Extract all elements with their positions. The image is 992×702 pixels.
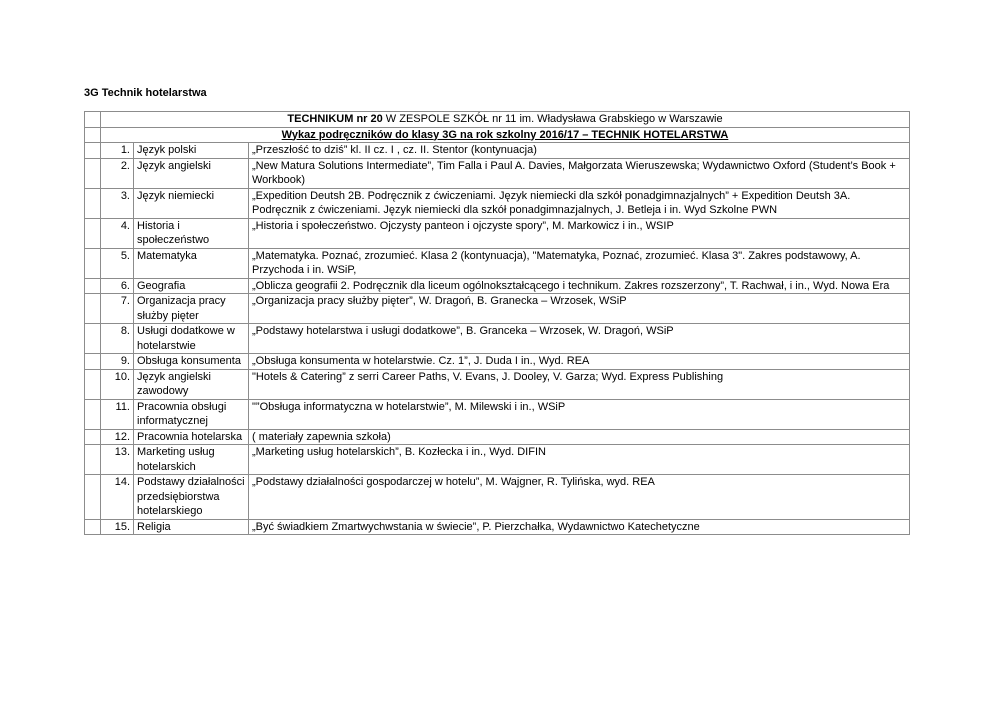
row-number: 4. (101, 218, 134, 248)
table-row (85, 188, 910, 218)
row-spacer-cell (85, 188, 101, 218)
row-spacer-cell (85, 354, 101, 370)
row-number: 5. (101, 248, 134, 278)
row-spacer-cell (85, 294, 101, 324)
page-heading: 3G Technik hotelarstwa (84, 87, 207, 99)
row-textbook: „Oblicza geografii 2. Podręcznik dla liceum ogólnokształcącego i technikum. Zakres rozszerzony”, T. Rachwał, i in., Wyd. Nowa Era (249, 278, 910, 294)
row-textbook: „Matematyka. Poznać, zrozumieć. Klasa 2 (kontynuacja), "Matematyka, Poznać, zrozumieć. Klasa 3". Zakres podstawowy, A. Przychoda i in. WSiP, (249, 248, 910, 278)
row-textbook: „Historia i społeczeństwo. Ojczysty panteon i ojczyste spory”, M. Markowicz i in., WSIP (249, 218, 910, 248)
row-subject: Język niemiecki (134, 188, 249, 218)
header-spacer-cell (85, 127, 101, 143)
school-name-rest: W ZESPOLE SZKÓŁ nr 11 im. Władysława Grabskiego w Warszawie (382, 113, 723, 125)
table-row (85, 324, 910, 354)
row-spacer-cell (85, 218, 101, 248)
row-subject: Język angielski zawodowy (134, 369, 249, 399)
row-subject: Matematyka (134, 248, 249, 278)
row-number: 8. (101, 324, 134, 354)
row-textbook: „New Matura Solutions Intermediate”, Tim Falla i Paul A. Davies, Małgorzata Wieruszewska; Wydawnictwo Oxford (Student’s Book + Workbook) (249, 158, 910, 188)
row-number: 2. (101, 158, 134, 188)
row-spacer-cell (85, 248, 101, 278)
row-spacer-cell (85, 475, 101, 520)
header-row-title (85, 127, 910, 143)
row-subject: Geografia (134, 278, 249, 294)
row-number: 9. (101, 354, 134, 370)
row-subject: Obsługa konsumenta (134, 354, 249, 370)
row-spacer-cell (85, 445, 101, 475)
row-textbook: „Marketing usług hotelarskich”, B. Kozłecka i in., Wyd. DIFIN (249, 445, 910, 475)
school-name-cell (101, 112, 910, 128)
row-number: 12. (101, 429, 134, 445)
textbook-table (84, 111, 910, 535)
row-number: 7. (101, 294, 134, 324)
row-number: 11. (101, 399, 134, 429)
table-row (85, 429, 910, 445)
header-spacer-cell (85, 112, 101, 128)
row-spacer-cell (85, 369, 101, 399)
table-row (85, 218, 910, 248)
row-number: 3. (101, 188, 134, 218)
list-title-cell (101, 127, 910, 143)
table-row (85, 158, 910, 188)
table-row (85, 445, 910, 475)
table-row (85, 294, 910, 324)
row-textbook: „Expedition Deutsh 2B. Podręcznik z ćwiczeniami. Język niemiecki dla szkół ponadgimnazjalnych” + Expedition Deutsh 3A. Podręcznik z ćwiczeniami. Język niemiecki dla szkół ponadgimnazjalnych, J. Betleja i in. Wyd Szkolne PWN (249, 188, 910, 218)
table-row (85, 475, 910, 520)
row-textbook: „Podstawy hotelarstwa i usługi dodatkowe”, B. Granceka – Wrzosek, W. Dragoń, WSiP (249, 324, 910, 354)
row-number: 14. (101, 475, 134, 520)
row-textbook: „Podstawy działalności gospodarczej w hotelu”, M. Wajgner, R. Tylińska, wyd. REA (249, 475, 910, 520)
row-textbook: "Hotels & Catering” z serri Career Paths, V. Evans, J. Dooley, V. Garza; Wyd. Express Publishing (249, 369, 910, 399)
row-textbook: „Przeszłość to dziś” kl. II cz. I , cz. II. Stentor (kontynuacja) (249, 143, 910, 159)
row-spacer-cell (85, 158, 101, 188)
table-row (85, 354, 910, 370)
row-textbook: „Obsługa konsumenta w hotelarstwie. Cz. 1”, J. Duda I in., Wyd. REA (249, 354, 910, 370)
header-row-school (85, 112, 910, 128)
row-spacer-cell (85, 429, 101, 445)
table-row (85, 369, 910, 399)
row-subject: Religia (134, 519, 249, 535)
row-subject: Historia i społeczeństwo (134, 218, 249, 248)
row-textbook: ( materiały zapewnia szkoła) (249, 429, 910, 445)
table-body (85, 112, 910, 535)
row-textbook: „Być świadkiem Zmartwychwstania w świecie”, P. Pierzchałka, Wydawnictwo Katechetyczne (249, 519, 910, 535)
school-name-bold: TECHNIKUM nr 20 (287, 113, 383, 125)
table-row (85, 143, 910, 159)
row-subject: Marketing usług hotelarskich (134, 445, 249, 475)
row-number: 13. (101, 445, 134, 475)
row-spacer-cell (85, 143, 101, 159)
row-subject: Język angielski (134, 158, 249, 188)
table-row (85, 248, 910, 278)
row-spacer-cell (85, 399, 101, 429)
row-subject: Organizacja pracy służby pięter (134, 294, 249, 324)
row-subject: Pracownia hotelarska (134, 429, 249, 445)
table-row (85, 519, 910, 535)
row-number: 1. (101, 143, 134, 159)
table-row (85, 399, 910, 429)
row-subject: Pracownia obsługi informatycznej (134, 399, 249, 429)
row-subject: Język polski (134, 143, 249, 159)
row-textbook: „Organizacja pracy służby pięter”, W. Dragoń, B. Granecka – Wrzosek, WSiP (249, 294, 910, 324)
row-number: 15. (101, 519, 134, 535)
list-title: Wykaz podręczników do klasy 3G na rok szkolny 2016/17 – TECHNIK HOTELARSTWA (281, 128, 729, 141)
row-textbook: "”Obsługa informatyczna w hotelarstwie”, M. Milewski i in., WSiP (249, 399, 910, 429)
table-row (85, 278, 910, 294)
row-number: 6. (101, 278, 134, 294)
row-spacer-cell (85, 278, 101, 294)
row-number: 10. (101, 369, 134, 399)
row-spacer-cell (85, 324, 101, 354)
row-spacer-cell (85, 519, 101, 535)
row-subject: Usługi dodatkowe w hotelarstwie (134, 324, 249, 354)
row-subject: Podstawy działalności przedsiębiorstwa hotelarskiego (134, 475, 249, 520)
